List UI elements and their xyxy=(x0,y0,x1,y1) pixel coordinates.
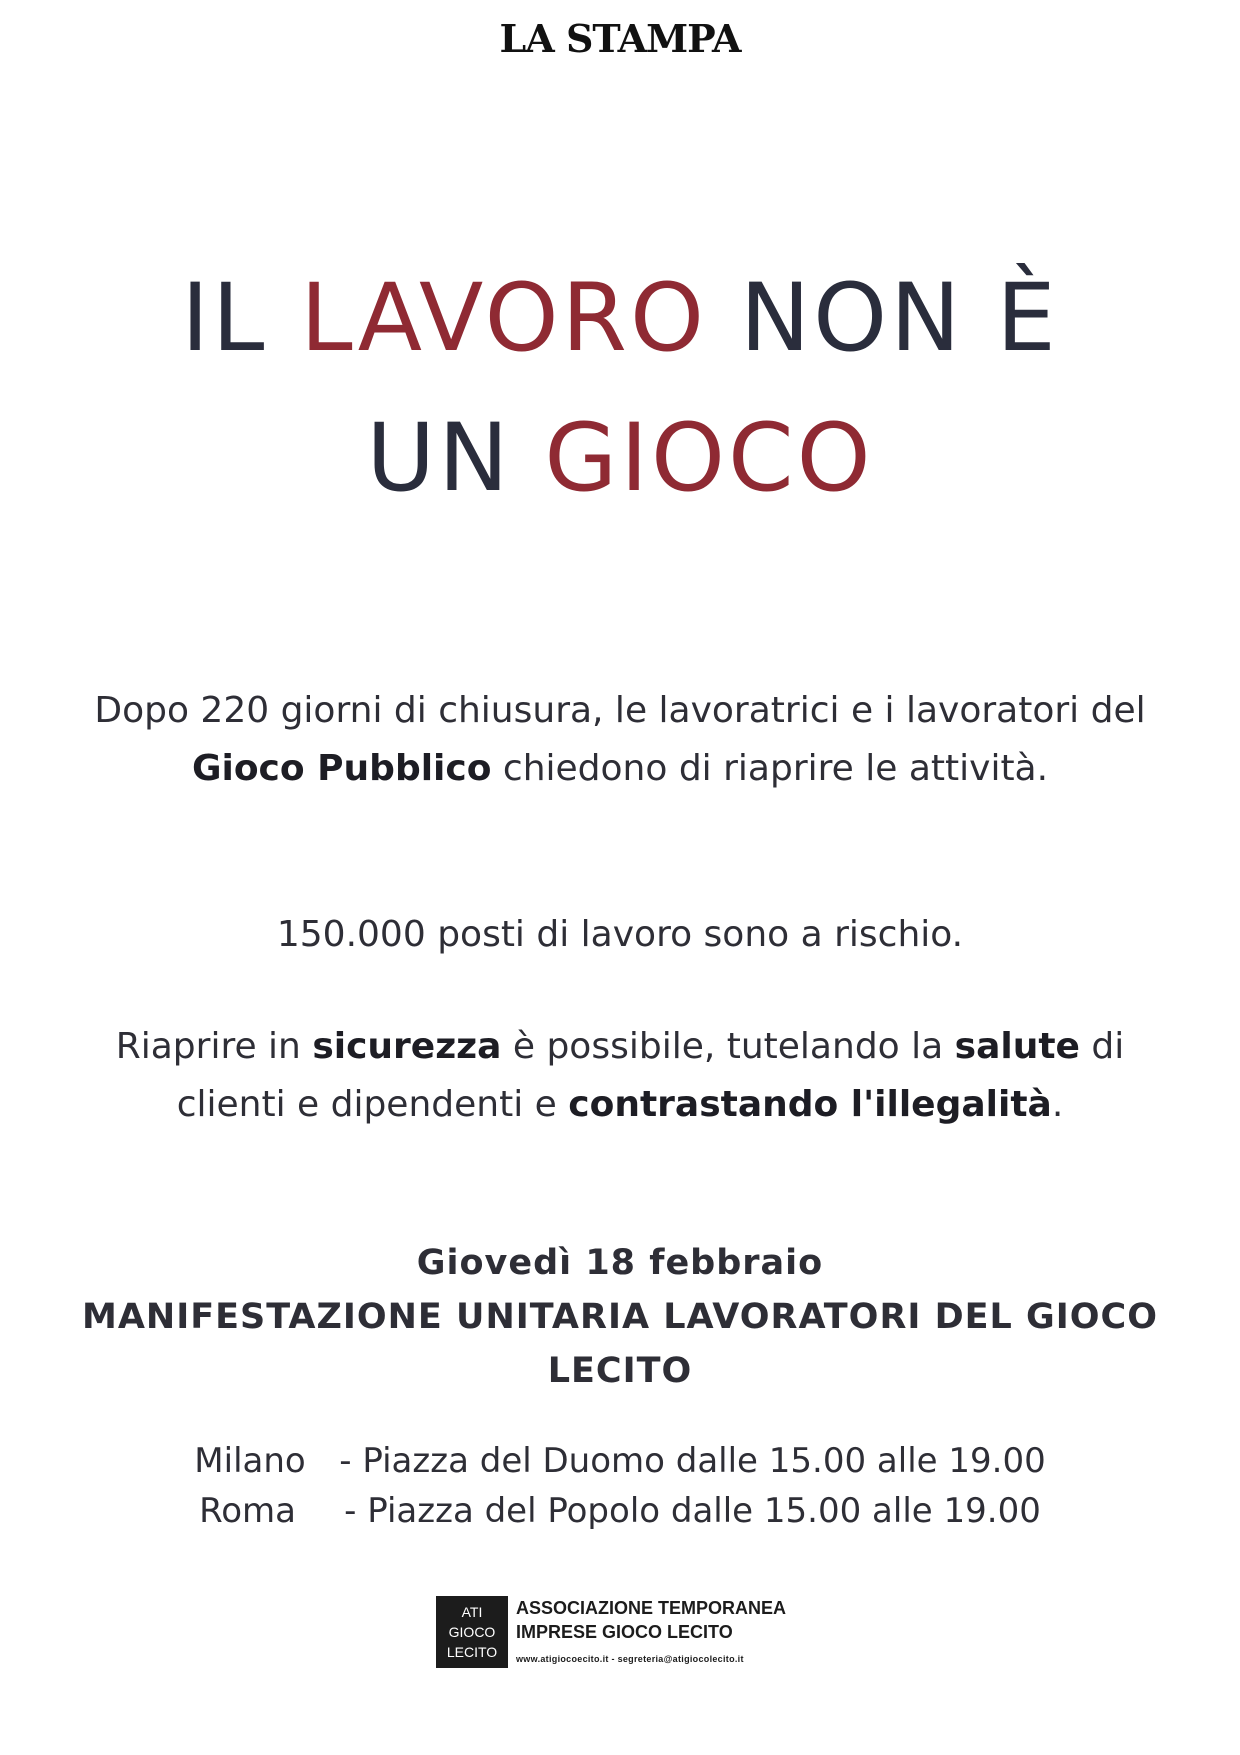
headline-word-lavoro: LAVORO xyxy=(300,264,707,373)
logo-line-3: LECITO xyxy=(446,1644,498,1660)
location-city: Milano xyxy=(194,1441,306,1481)
safety-text-1: Riaprire in xyxy=(115,1026,313,1067)
association-info xyxy=(516,1596,786,1664)
logo-line-1: ATI xyxy=(461,1604,483,1620)
headline-word-il: IL xyxy=(181,264,268,373)
event-title: MANIFESTAZIONE UNITARIA LAVORATORI DEL GIOCO LECITO xyxy=(81,1297,1158,1391)
headline-word-non-e: NON È xyxy=(739,264,1059,373)
association-name-1: ASSOCIAZIONE TEMPORANEA xyxy=(516,1598,787,1618)
paragraph-closure-text: Dopo 220 giorni di chiusura, le lavoratrici e i lavoratori del xyxy=(94,690,1146,731)
association-contacts: www.atigiocoecito.it - segreteria@atigiocolecito.it xyxy=(516,1654,744,1664)
location-detail: - Piazza del Popolo dalle 15.00 alle 19.00 xyxy=(344,1491,1041,1531)
association-name-2: IMPRESE GIOCO LECITO xyxy=(516,1622,733,1642)
newspaper-masthead: LA STAMPA xyxy=(499,16,741,61)
ati-logo xyxy=(436,1596,508,1668)
paragraph-safety xyxy=(70,1018,1170,1134)
paragraph-closure-text-end: chiedono di riaprire le attività. xyxy=(491,748,1049,789)
gioco-pubblico-emphasis: Gioco Pubblico xyxy=(191,748,492,789)
event-locations xyxy=(0,1436,1240,1536)
event-date: Giovedì 18 febbraio xyxy=(416,1243,824,1283)
headline-word-gioco: GIOCO xyxy=(544,404,874,513)
logo-line-2: GIOCO xyxy=(448,1624,496,1640)
location-city: Roma xyxy=(199,1491,296,1531)
headline-word-un: UN xyxy=(366,404,512,513)
paragraph-closure xyxy=(70,682,1170,798)
location-row-roma xyxy=(0,1486,1240,1536)
safety-text-3: di clienti e dipendenti e xyxy=(176,1026,1125,1125)
salute-emphasis: salute xyxy=(954,1026,1080,1067)
headline-line-2 xyxy=(0,404,1240,513)
location-row-milano xyxy=(0,1436,1240,1486)
safety-text-end: . xyxy=(1051,1084,1064,1125)
location-detail: - Piazza del Duomo dalle 15.00 alle 19.00 xyxy=(339,1441,1046,1481)
sicurezza-emphasis: sicurezza xyxy=(312,1026,502,1067)
headline-line-1 xyxy=(0,264,1240,373)
paragraph-jobs-at-risk: 150.000 posti di lavoro sono a rischio. xyxy=(276,914,964,955)
illegalita-emphasis: contrastando l'illegalità xyxy=(568,1084,1052,1125)
organizer-footer xyxy=(436,1596,786,1676)
safety-text-2: è possibile, tutelando la xyxy=(501,1026,955,1067)
